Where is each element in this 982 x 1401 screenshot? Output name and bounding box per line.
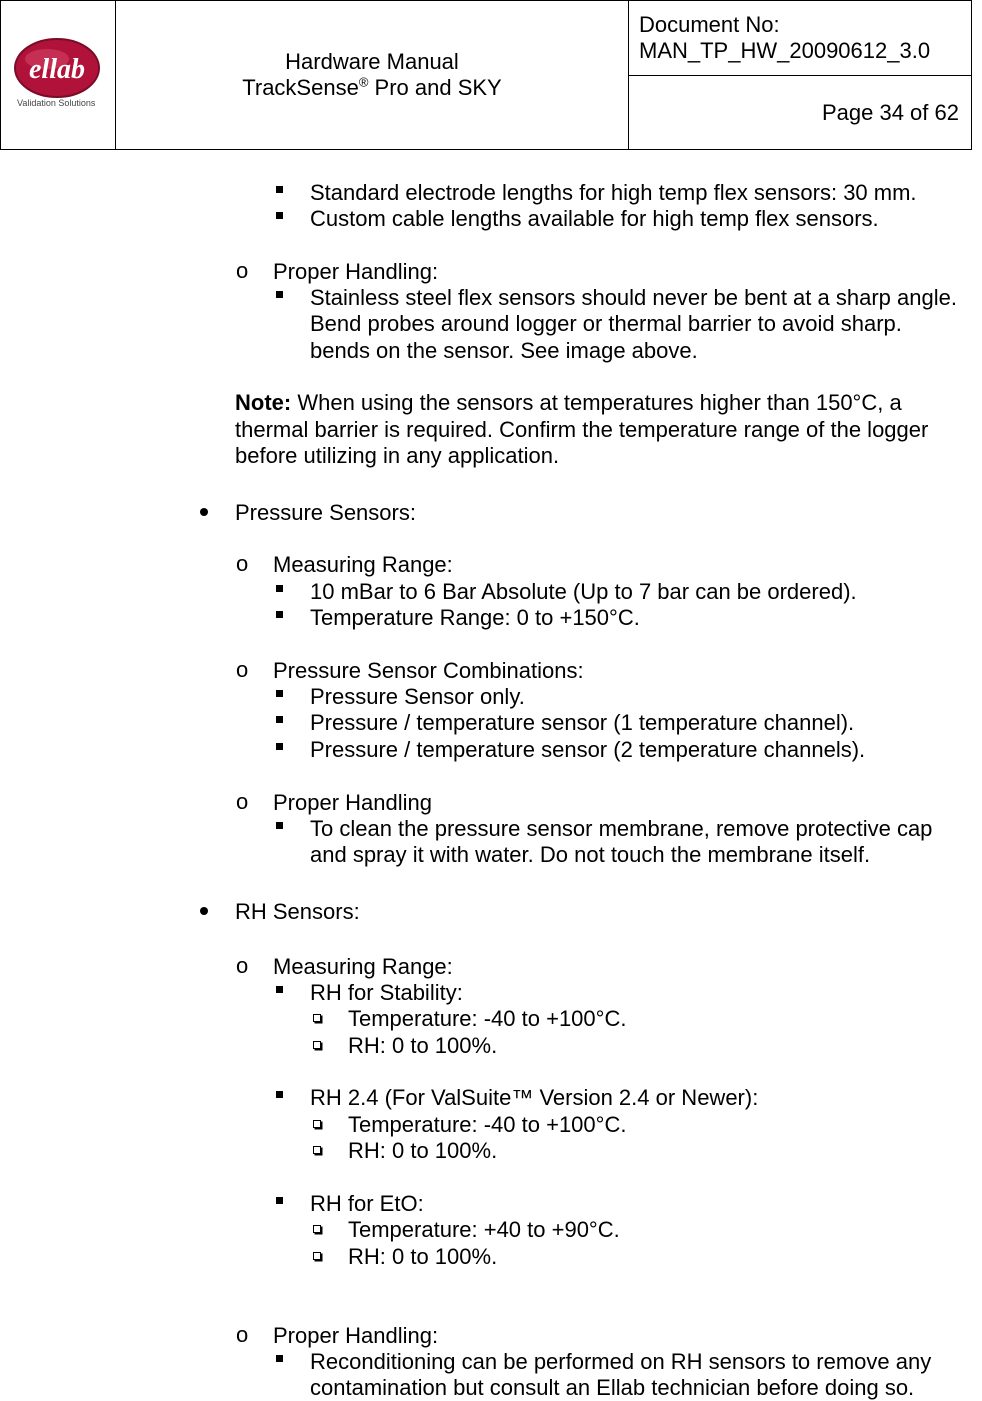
pressure-handling-line-1: To clean the pressure sensor membrane, remove protective cap [310,816,933,841]
pressure-handling-title: Proper Handling [273,790,432,815]
circle-bullet-icon: o [236,789,249,814]
document-number [629,1,972,76]
logo-cell [1,1,116,150]
doc-no-label: Document No: [639,12,780,37]
title-line-1: Hardware Manual [285,49,459,74]
rh24-temp: Temperature: -40 to +100°C. [348,1112,627,1137]
page-number: Page 34 of 62 [629,76,972,150]
rh-range-title: Measuring Range: [273,954,453,979]
square-bullet-icon [276,1197,283,1204]
square-bullet-icon [276,1355,283,1362]
rh-title: RH Sensors: [235,899,360,924]
flex-handling-title: Proper Handling: [273,259,439,284]
square-bullet-icon [276,291,283,298]
rh-eto-rh: RH: 0 to 100%. [348,1244,498,1269]
logo-text: ellab [29,54,85,85]
rh-handling-title: Proper Handling: [273,1323,439,1348]
flex-cable-text: Custom cable lengths available for high temp flex sensors. [310,206,879,231]
checkbox-bullet-icon [313,1041,321,1049]
flex-handling-line-1: Stainless steel flex sensors should never be bent at a sharp angle. [310,285,957,310]
rh-eto-title: RH for EtO: [310,1191,424,1216]
square-bullet-icon [276,212,283,219]
ellab-logo-icon [13,37,101,99]
pressure-comb-title: Pressure Sensor Combinations: [273,658,584,683]
square-bullet-icon [276,1091,283,1098]
rh-eto-temp: Temperature: +40 to +90°C. [348,1217,620,1242]
checkbox-bullet-icon [313,1225,321,1233]
note-line-3: before utilizing in any application. [235,443,560,468]
note-line-1: Note: When using the sensors at temperatures higher than 150°C, a [235,390,902,415]
rh-stab-title: RH for Stability: [310,980,463,1005]
logo-tagline: Validation Solutions [17,98,96,108]
rh24-rh: RH: 0 to 100%. [348,1138,498,1163]
rh24-title: RH 2.4 (For ValSuite™ Version 2.4 or Newer): [310,1085,759,1110]
pressure-range-1: 10 mBar to 6 Bar Absolute (Up to 7 bar can be ordered). [310,579,857,604]
document-title [116,1,629,150]
title-line-2: TrackSense® Pro and SKY [242,74,502,100]
square-bullet-icon [276,186,283,193]
ellab-logo [1,1,115,149]
pressure-comb-3: Pressure / temperature sensor (2 temperature channels). [310,737,866,762]
circle-bullet-icon: o [236,953,249,978]
square-bullet-icon [276,986,283,993]
pressure-title: Pressure Sensors: [235,500,416,525]
checkbox-bullet-icon [313,1120,321,1128]
pressure-range-2: Temperature Range: 0 to +150°C. [310,605,640,630]
circle-bullet-icon: o [236,258,249,283]
pressure-handling-line-2: and spray it with water. Do not touch the membrane itself. [310,842,871,867]
pressure-comb-1: Pressure Sensor only. [310,684,525,709]
round-bullet-icon [200,508,208,516]
rh-handling-line-1: Reconditioning can be performed on RH sensors to remove any [310,1349,932,1374]
note-label: Note: [235,390,292,415]
square-bullet-icon [276,585,283,592]
circle-bullet-icon: o [236,657,249,682]
square-bullet-icon [276,822,283,829]
rh-stab-rh: RH: 0 to 100%. [348,1033,498,1058]
square-bullet-icon [276,743,283,750]
square-bullet-icon [276,611,283,618]
checkbox-bullet-icon [313,1014,321,1022]
document-header [0,0,972,150]
circle-bullet-icon: o [236,551,249,576]
flex-handling-line-3: bends on the sensor. See image above. [310,338,698,363]
flex-lengths-text: Standard electrode lengths for high temp flex sensors: 30 mm. [310,180,917,205]
circle-bullet-icon: o [236,1322,249,1347]
note-line-2: thermal barrier is required. Confirm the temperature range of the logger [235,417,929,442]
rh-stab-temp: Temperature: -40 to +100°C. [348,1006,627,1031]
pressure-comb-2: Pressure / temperature sensor (1 temperature channel). [310,710,855,735]
rh-handling-line-2: contamination but consult an Ellab technician before doing so. [310,1375,915,1400]
checkbox-bullet-icon [313,1252,321,1260]
flex-handling-line-2: Bend probes around logger or thermal barrier to avoid sharp. [310,311,902,336]
pressure-range-title: Measuring Range: [273,552,453,577]
round-bullet-icon [200,907,208,915]
square-bullet-icon [276,690,283,697]
checkbox-bullet-icon [313,1146,321,1154]
square-bullet-icon [276,716,283,723]
doc-no-value: MAN_TP_HW_20090612_3.0 [639,38,931,63]
